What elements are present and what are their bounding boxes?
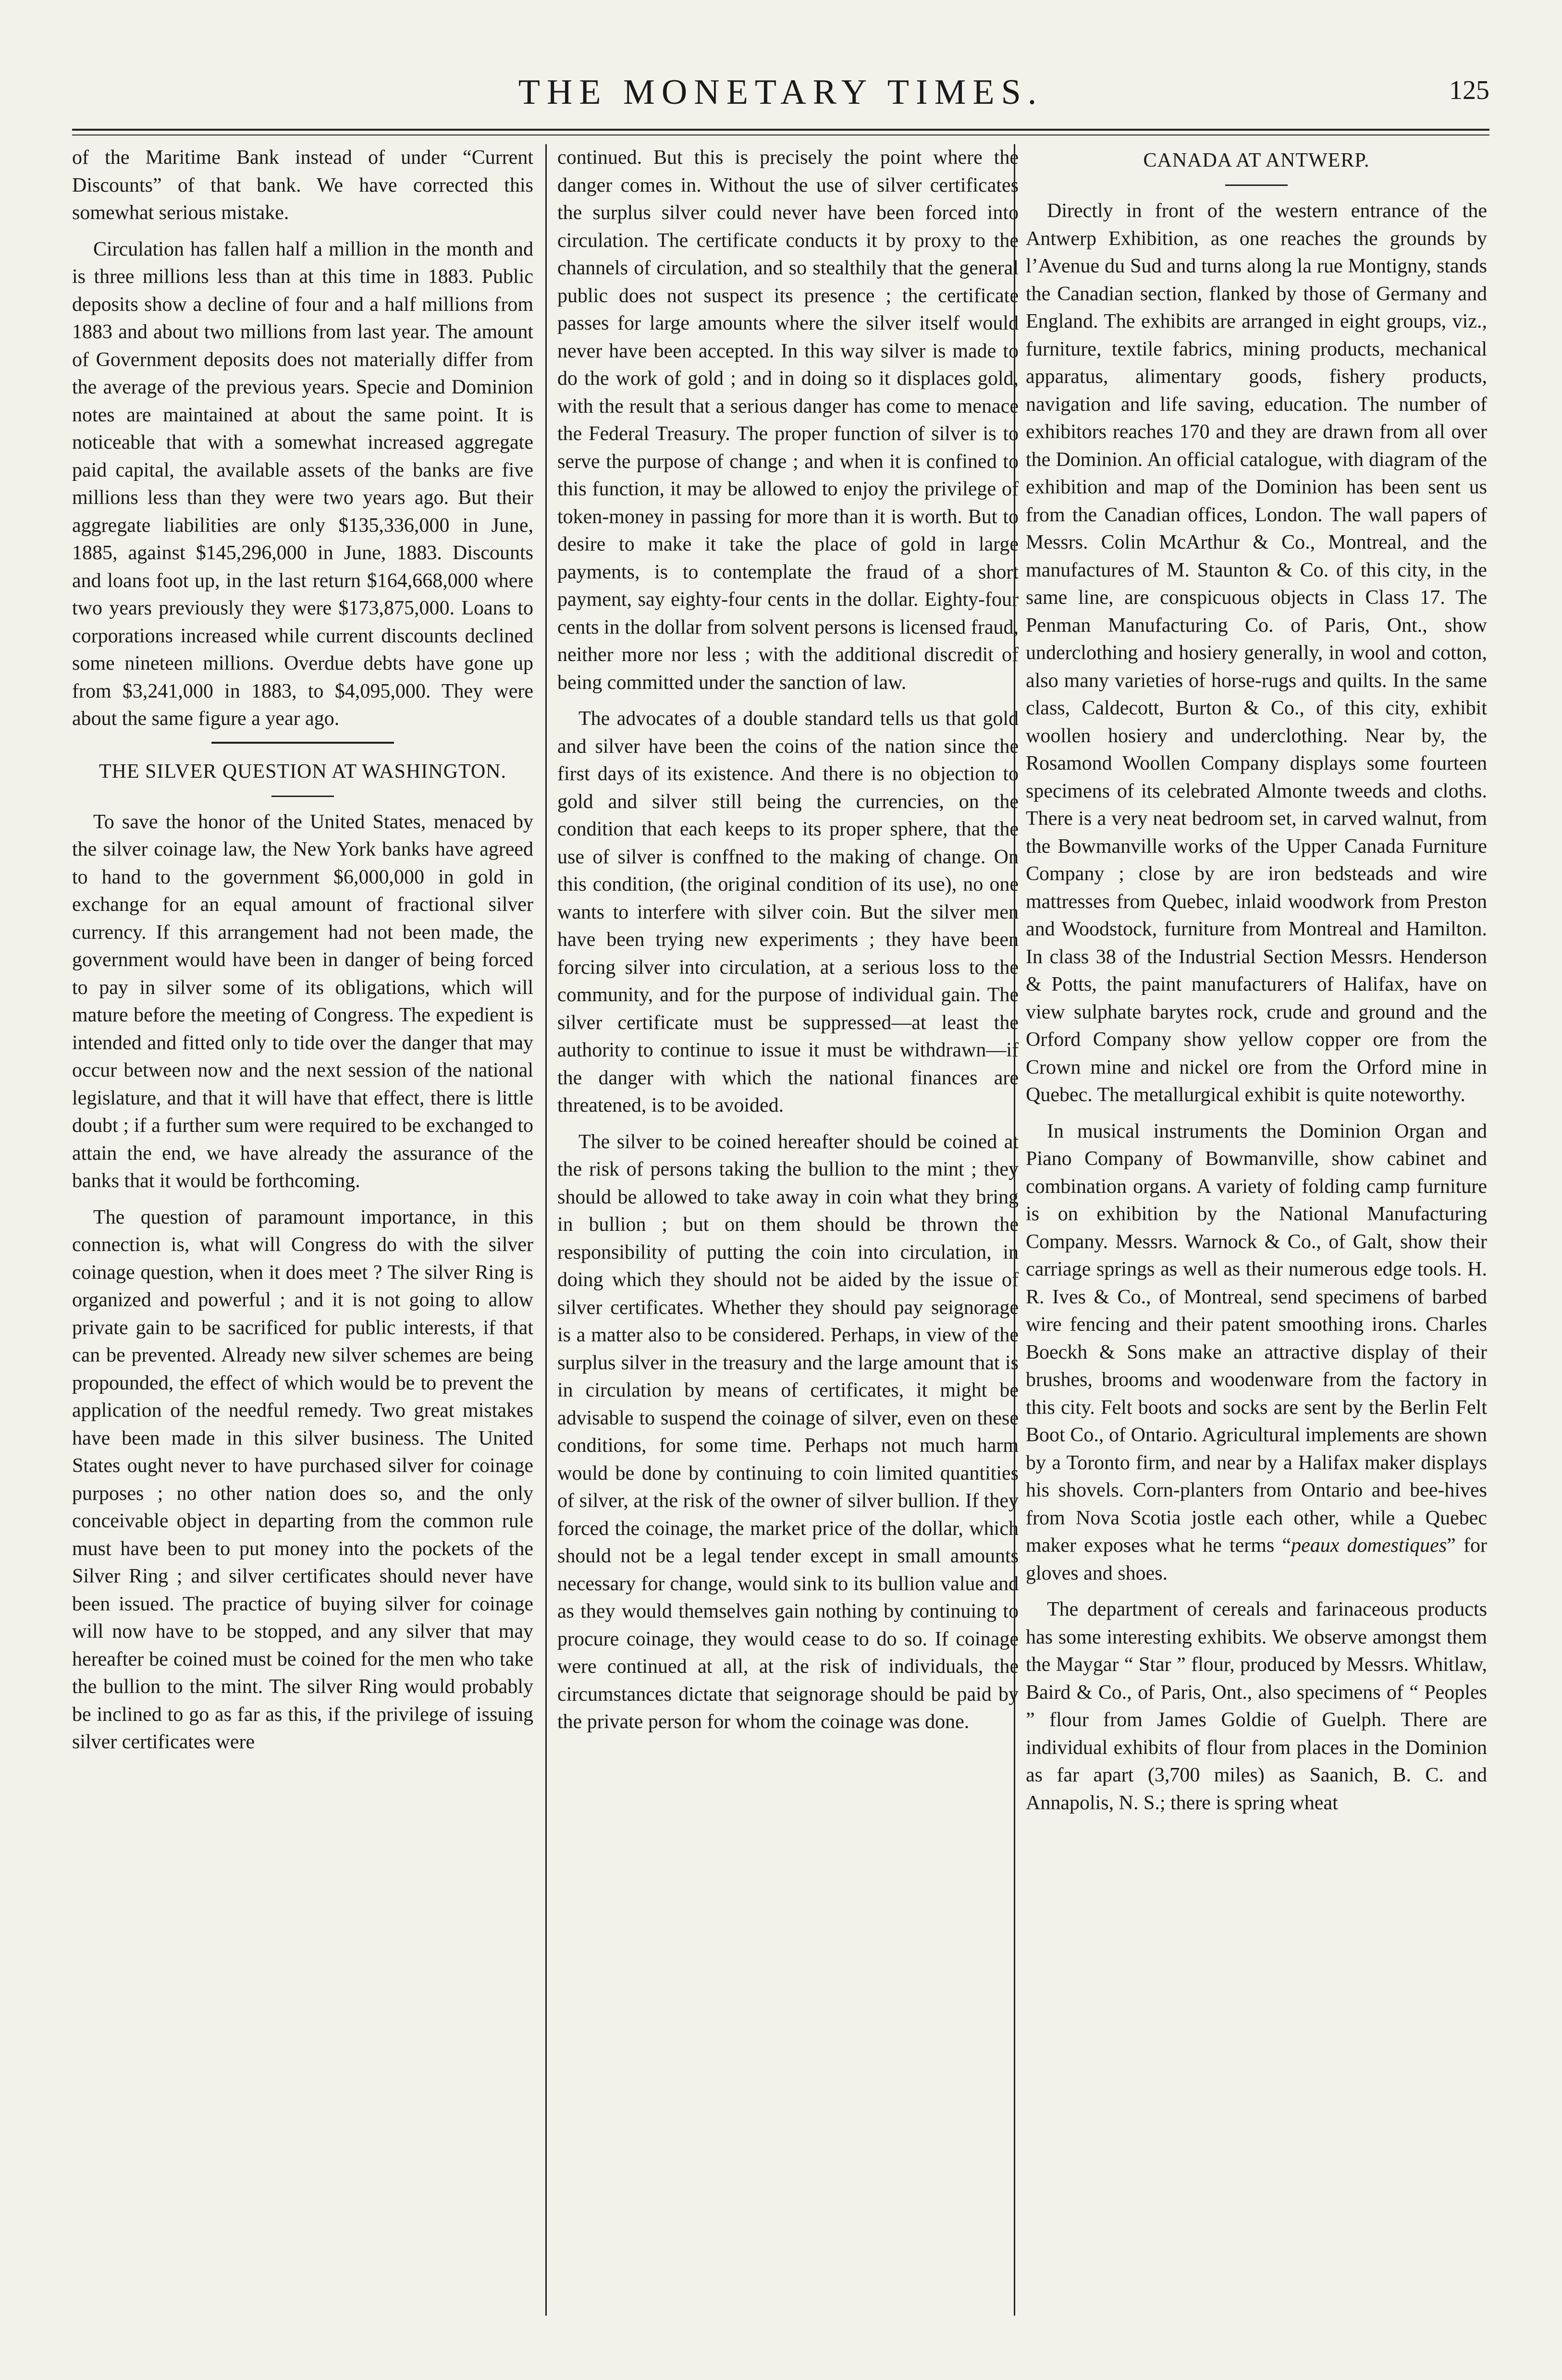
header-rule [72, 129, 1489, 131]
paragraph-text: ” for gloves and shoes. [1026, 1534, 1487, 1584]
publication-title: THE MONETARY TIMES. [518, 73, 1044, 112]
heading-rule [1225, 184, 1288, 186]
paragraph: The department of cereals and farinaceous products has some interesting exhibits. We observe amongst them the Maygar “ Star ” flour, produced by Messrs. Whitlaw, Baird & Co., of Paris, Ont., also specimens of “ Peoples ” flour from James Goldie of Guelph. There are individual exhibits of flour from places in the Dominion as far apart (3,700 miles) as Saanich, B. C. and Annapolis, N. S.; there is spring wheat [1026, 1598, 1487, 1814]
paragraph-text: In musical instruments the Dominion Organ and Piano Company of Bowmanville, show cabinet and combination organs. A variety of folding camp furniture is on exhibition by the National Manufacturing Company. Messrs. Warnock & Co., of Galt, show their carriage springs as well as their numerous edge tools. H. R. Ives & Co., of Montreal, send specimens of barbed wire fencing and their patent smoothing irons. Charles Boeckh & Sons make an attractive display of their brushes, brooms and woodenware from the factory in this city. Felt boots and socks are sent by the Berlin Felt Boot Co., of Ontario. Agricultural implements are shown by a Toronto firm, and near by a Halifax maker displays his shovels. Corn-planters from Ontario and bee-hives from Nova Scotia jostle each other, while a Quebec maker exposes what he terms “ [1026, 1120, 1487, 1557]
column-divider [1014, 144, 1015, 2316]
paragraph: Circulation has fallen half a million in the month and is three millions less than at this time in 1883. Public deposits show a decline of four and a half millions from 1883 and about two millions from last year. The amount of Government deposits does not materially differ from the average of the previous years. Specie and Dominion notes are maintained at about the same point. It is noticeable that with a somewhat increased aggregate paid capital, the available assets of the banks are five millions less than they were two years ago. But their aggregate liabilities are only $135,336,000 in June, 1885, against $145,296,000 in June, 1883. Discounts and loans foot up, in the last return $164,668,000 where two years previously they were $173,875,000. Loans to corporations increased while current discounts declined some nineteen millions. Overdue debts have gone up from $3,241,000 in 1883, to $4,095,000. They were about the same figure a year ago. [72, 238, 533, 730]
paragraph: continued. But this is precisely the point where the danger comes in. Without the use of silver certificates the surplus silver could never have been forced into circulation. The certificate conducts it by proxy to the channels of circulation, and so stealthily that the general public does not suspect its presence ; the certificate passes for large amounts where the silver itself would never have been accepted. In this way silver is made to do the work of gold ; and in doing so it displaces gold, with the result that a serious danger has come to menace the Federal Treasury. The proper function of silver is to serve the purpose of change ; and when it is confined to this function, it may be allowed to enjoy the privilege of token-money in passing for more than it is worth. But to desire to make it take the place of gold in large payments, is to contemplate the fraud of a short payment, say eighty-four cents in the dollar. Eighty-four cents in the dollar from solvent persons is licensed fraud, neither more nor less ; with the additional discredit of being committed under the sanction of law. [557, 147, 1019, 694]
italic-term: peaux domestiques [1291, 1534, 1447, 1557]
column-2 [557, 144, 1019, 1745]
column-3 [1026, 144, 1487, 1826]
masthead [72, 72, 1489, 125]
paragraph: Directly in front of the western entrance of the Antwerp Exhibition, as one reaches the grounds by l’Avenue du Sud and turns along la rue Montigny, stands the Canadian section, flanked by those of Germany and England. The exhibits are arranged in eight groups, viz., furniture, textile fabrics, mining products, mechanical apparatus, alimentary goods, fishery products, navigation and life saving, education. The number of exhibitors reaches 170 and they are drawn from all over the Dominion. An official catalogue, with diagram of the exhibition and map of the Dominion has been sent us from the Canadian offices, London. The wall papers of Messrs. Colin McArthur & Co., Montreal, and the manufactures of M. Staunton & Co. of this city, in the same line, are conspicuous objects in Class 17. The Penman Manufacturing Co. of Paris, Ont., show underclothing and hosiery generally, in wool and cotton, also many varieties of horse-rugs and quilts. In the same class, Caldecott, Burton & Co., of this city, exhibit woollen hosiery and underclothing. Near by, the Rosamond Woollen Company displays some fourteen specimens of its celebrated Almonte tweeds and cloths. There is a very neat bedroom set, in carved walnut, from the Bowmanville works of the Upper Canada Furniture Company ; close by are iron bedsteads and wire mattresses from Quebec, inlaid woodwork from Preston and Woodstock, furniture from Montreal and Hamilton. In class 38 of the Industrial Section Messrs. Henderson & Potts, the paint manufacturers of Halifax, have on view sulphate barytes rock, crude and ground and the Orford Company show yellow copper ore from the Crown mine and nickel ore from the Orford mine in Quebec. The metallurgical exhibit is quite noteworthy. [1026, 200, 1487, 1106]
article-heading: THE SILVER QUESTION AT WASHINGTON. [99, 760, 506, 783]
paragraph: The advocates of a double standard tells us that gold and silver have been the coins of the nation since the first days of its existence. And there is no objection to gold and silver still being the currencies, on the condition that each keeps to its proper sphere, that the use of silver is conffned to the making of change. On this condition, (the original condition of its use), no one wants to interfere with silver coin. But the silver men have been trying new experiments ; they have been forcing silver into circulation, at a serious loss to the community, and for the purpose of individual gain. The silver certificate must be suppressed—at least the authority to continue to issue it must be withdrawn—if the danger with which the national finances are threatened, is to be avoided. [557, 708, 1019, 1116]
paragraph [1026, 1118, 1487, 1588]
heading-rule [271, 796, 334, 797]
paragraph: The question of paramount importance, in this connection is, what will Congress do with the silver coinage question, when it does meet ? The silver Ring is organized and powerful ; and it is not going to allow private gain to be sacrificed for public interests, if that can be prevented. Already new silver schemes are being propounded, the effect of which would be to prevent the application of the needful remedy. Two great mistakes have been made in this silver business. The United States ought never to have purchased silver for coinage purposes ; no other nation does so, and the only conceivable object in departing from the common rule must have been to put money into the pockets of the Silver Ring ; and silver certificates should never have been issued. The practice of buying silver for coinage will now have to be stopped, and any silver that may hereafter be coined must be coined for the men who take the bullion to the mint. The silver Ring would probably be inclined to go as far as this, if the privilege of issuing silver certificates were [72, 1206, 533, 1753]
article-heading: CANADA AT ANTWERP. [1143, 149, 1370, 172]
page-number: 125 [1449, 75, 1489, 105]
section-divider [211, 742, 394, 744]
column-divider [545, 144, 547, 2316]
paragraph: The silver to be coined hereafter should be coined at the risk of persons taking the bullion to the mint ; they should be allowed to take away in coin what they bring in bullion ; but on them should be thrown the responsibility of putting the coin into circulation, in doing which they should not be aided by the issue of silver certificates. Whether they should pay seignorage is a matter also to be considered. Perhaps, in view of the surplus silver in the treasury and the large amount that is in circulation by means of certificates, it might be advisable to suspend the coinage of silver, even on these conditions, for some time. Perhaps not much harm would be done by continuing to coin limited quantities of silver, at the risk of the owner of silver bullion. If they forced the coinage, the market price of the dollar, which should not be a legal tender except in small amounts necessary for change, would sink to its bullion value and as they would themselves gain nothing by continuing to procure coinage, they would cease to do so. If coinage were continued at all, at the risk of individuals, the circumstances dictate that seignorage should be paid by the private person for whom the coinage was done. [557, 1130, 1019, 1733]
column-1 [72, 144, 533, 1765]
paragraph: To save the honor of the United States, menaced by the silver coinage law, the New York banks have agreed to hand to the government $6,000,000 in gold in exchange for an equal amount of fractional silver currency. If this arrangement had not been made, the government would have been in danger of being forced to pay in silver some of its obligations, which will mature before the meeting of Congress. The expedient is intended and fitted only to tide over the danger that may occur between now and the next session of the national legislature, and that it will have that effect, there is little doubt ; if a further sum were required to be exchanged to attain the end, we have already the assurance of the banks that it would be forthcoming. [72, 810, 533, 1192]
paragraph: of the Maritime Bank instead of under “Current Discounts” of that bank. We have corrected this somewhat serious mistake. [72, 147, 533, 224]
